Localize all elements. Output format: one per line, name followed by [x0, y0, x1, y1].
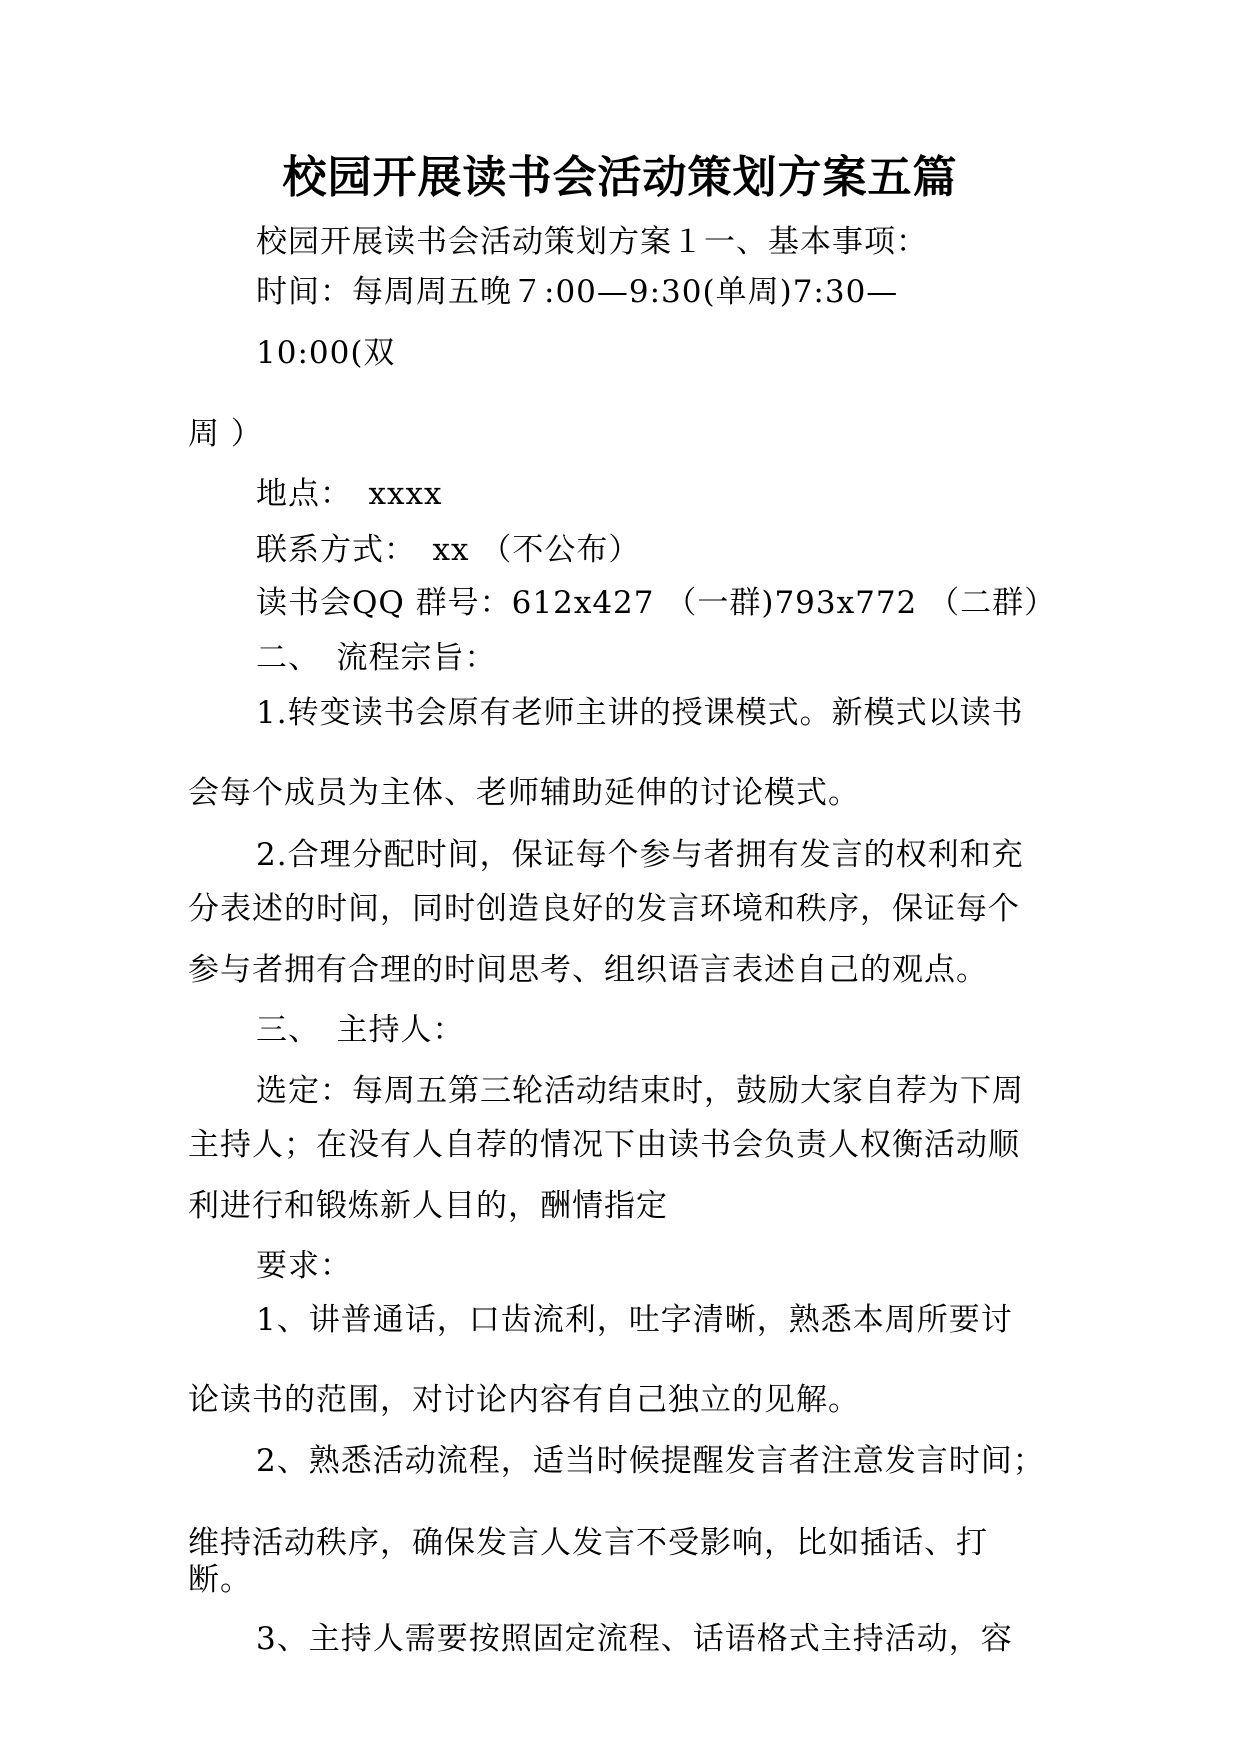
document-title: 校园开展读书会活动策划方案五篇: [282, 152, 958, 203]
paragraph-line: 要求：: [256, 1248, 352, 1284]
section-heading: 二、 流程宗旨：: [256, 640, 497, 676]
paragraph-line: 10:00(双: [256, 335, 396, 371]
paragraph-line: 分表述的时间，同时创造良好的发言环境和秩序，保证每个: [188, 891, 1020, 927]
paragraph-line: 校园开展读书会活动策划方案１一、基本事项：: [256, 224, 928, 260]
paragraph-line: 地点： xxxx: [256, 476, 443, 512]
paragraph-line: 利进行和锻炼新人目的，酬情指定: [188, 1188, 668, 1224]
paragraph-line: 论读书的范围，对讨论内容有自己独立的见解。: [188, 1382, 860, 1418]
paragraph-line: 断。: [188, 1562, 252, 1598]
paragraph-line: 会每个成员为主体、老师辅助延伸的讨论模式。: [188, 775, 860, 811]
paragraph-line: 联系方式： xx （不公布）: [256, 532, 641, 568]
paragraph-line: 1、讲普通话，口齿流利，吐字清晰，熟悉本周所要讨: [256, 1302, 1013, 1338]
paragraph-line: 2、熟悉活动流程，适当时候提醒发言者注意发言时间；: [256, 1443, 1045, 1479]
paragraph-line: 周 ）: [188, 416, 263, 452]
paragraph-line: 时间：每周周五晚７:00—9:30(单周)7:30—: [256, 274, 899, 310]
paragraph-line: 维持活动秩序，确保发言人发言不受影响，比如插话、打: [188, 1525, 988, 1561]
paragraph-line: 1.转变读书会原有老师主讲的授课模式。新模式以读书: [256, 695, 1024, 731]
paragraph-line: 读书会QQ 群号：612x427 （一群)793x772 （二群）: [256, 585, 1057, 621]
paragraph-line: 2.合理分配时间，保证每个参与者拥有发言的权利和充: [256, 837, 1024, 873]
paragraph-line: 主持人；在没有人自荐的情况下由读书会负责人权衡活动顺: [188, 1127, 1020, 1163]
paragraph-line: 选定：每周五第三轮活动结束时，鼓励大家自荐为下周: [256, 1073, 1024, 1109]
paragraph-line: 3、主持人需要按照固定流程、话语格式主持活动，容: [256, 1621, 1013, 1657]
paragraph-line: 参与者拥有合理的时间思考、组织语言表述自己的观点。: [188, 952, 988, 988]
section-heading: 三、 主持人：: [256, 1012, 465, 1048]
